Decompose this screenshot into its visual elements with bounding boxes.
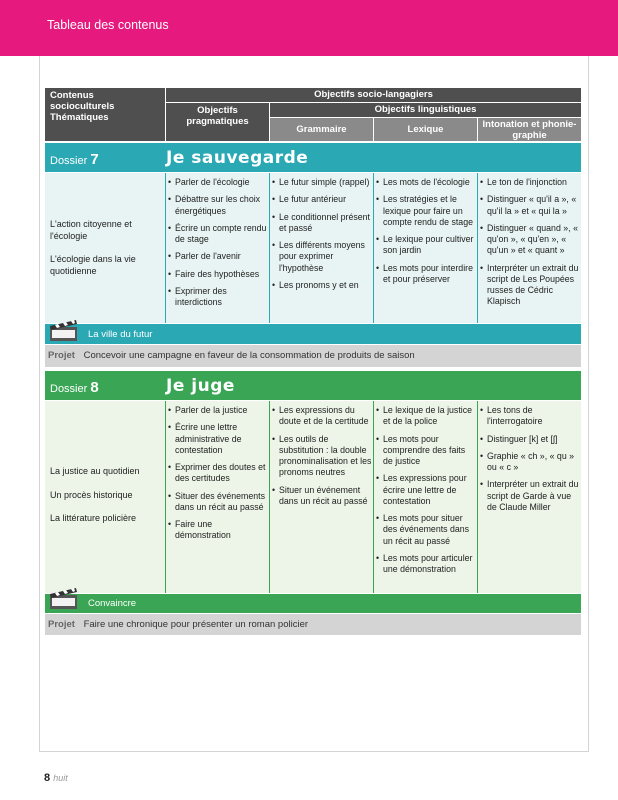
- list-item: • Le lexique de la justice et de la police: [376, 405, 476, 428]
- list-item: • Distinguer « quand », « qu'on », « qu'en », « qu'un » et « quant »: [480, 223, 579, 257]
- dossier8-label: Dossier 8: [50, 379, 99, 396]
- dossier8-pragmatiques: [168, 405, 268, 548]
- header-pragmatiques: Objectifs pragmatiques: [186, 105, 249, 127]
- list-item: • Parler de l'avenir: [168, 251, 268, 262]
- list-item: • Exprimer des doutes et des certitudes: [168, 462, 268, 485]
- projet-text: Faire une chronique pour présenter un roman policier: [83, 619, 309, 630]
- divider: [269, 401, 270, 593]
- list-item: • Faire des hypothèses: [168, 269, 268, 280]
- clapperboard-icon: [49, 318, 79, 340]
- list-item: • Graphie « ch », « qu » ou « c »: [480, 451, 579, 474]
- list-item: • Situer un événement dans un récit au passé: [272, 485, 372, 508]
- list-item: • Le ton de l'injonction: [480, 177, 579, 188]
- list-item: • Interpréter un extrait du script de Garde à vue de Claude Miller: [480, 479, 579, 513]
- list-item: • Le futur simple (rappel): [272, 177, 372, 188]
- page-title: Tableau des contenus: [47, 18, 169, 32]
- list-item: • Les mots de l'écologie: [376, 177, 476, 188]
- list-item: • Interpréter un extrait du script de Les Poupées russes de Cédric Klapisch: [480, 263, 579, 308]
- header-col1: Contenus socioculturels Thématiques: [50, 90, 115, 123]
- theme-item: L'écologie dans la vie quotidienne: [50, 254, 136, 276]
- dossier7-intonation: [480, 177, 579, 314]
- divider: [269, 173, 270, 323]
- clapperboard-icon: [49, 586, 79, 608]
- list-item: • Parler de l'écologie: [168, 177, 268, 188]
- divider: [373, 401, 374, 593]
- dossier7-lexique: [376, 177, 476, 291]
- header-intonation: Intonation et phonie-graphie: [482, 119, 577, 141]
- dossier7-number: 7: [90, 151, 99, 168]
- dossier8-film-label: Convaincre: [88, 598, 137, 609]
- theme-item: L'action citoyenne et l'écologie: [50, 219, 132, 241]
- dossier7-title-bar: [45, 143, 581, 172]
- list-item: • Les outils de substitution : la double pronominalisation et les pronoms neutres: [272, 434, 372, 479]
- header-grammaire: Grammaire: [296, 124, 347, 135]
- projet-label: Projet: [48, 350, 75, 361]
- list-item: • Écrire une lettre administrative de contestation: [168, 422, 268, 456]
- dossier8-title: Je juge: [166, 376, 235, 396]
- dossier7-themes: [50, 219, 160, 289]
- divider: [477, 401, 478, 593]
- list-item: • Les expressions pour écrire une lettre de contestation: [376, 473, 476, 507]
- page-word: huit: [53, 773, 68, 783]
- header-linguistiques: Objectifs linguistiques: [374, 104, 477, 115]
- list-item: • Le conditionnel présent et passé: [272, 212, 372, 235]
- dossier8-lexique: [376, 405, 476, 581]
- list-item: • Parler de la justice: [168, 405, 268, 416]
- dossier7-film-label: La ville du futur: [88, 329, 153, 340]
- theme-item: Un procès historique: [50, 489, 133, 500]
- header-socio: Objectifs socio-langagiers: [314, 89, 433, 100]
- list-item: • Les mots pour articuler une démonstration: [376, 553, 476, 576]
- dossier8-number: 8: [90, 379, 99, 396]
- dossier7-grammaire: [272, 177, 372, 297]
- list-item: • Les expressions du doute et de la certitude: [272, 405, 372, 428]
- dossier7-label: Dossier 7: [50, 151, 99, 168]
- divider: [477, 173, 478, 323]
- list-item: • Les pronoms y et en: [272, 280, 372, 291]
- list-item: • Les mots pour interdire et pour préserver: [376, 263, 476, 286]
- top-banner: [0, 0, 618, 56]
- dossier8-title-bar: [45, 371, 581, 400]
- list-item: • Les différents moyens pour exprimer l'hypothèse: [272, 240, 372, 274]
- projet-text: Concevoir une campagne en faveur de la consommation de produits de saison: [83, 350, 415, 361]
- dossier8-themes: [50, 466, 160, 537]
- list-item: • Les stratégies et le lexique pour faire un compte rendu de stage: [376, 194, 476, 228]
- list-item: • Faire une démonstration: [168, 519, 268, 542]
- list-item: • Distinguer « qu'il a », « qu'il la » et « qui la »: [480, 194, 579, 217]
- list-item: • Les tons de l'interrogatoire: [480, 405, 579, 428]
- list-item: • Écrire un compte rendu de stage: [168, 223, 268, 246]
- projet-label: Projet: [48, 619, 75, 630]
- list-item: • Les mots pour situer des événements dans un récit au passé: [376, 513, 476, 547]
- list-item: • Situer des événements dans un récit au passé: [168, 491, 268, 514]
- header-lexique: Lexique: [407, 124, 444, 135]
- theme-item: La littérature policière: [50, 513, 137, 524]
- list-item: • Exprimer des interdictions: [168, 286, 268, 309]
- divider: [373, 173, 374, 323]
- dossier7-pragmatiques: [168, 177, 268, 314]
- list-item: • Distinguer [k] et [ʃ]: [480, 434, 579, 445]
- dossier7-projet: [48, 350, 578, 361]
- divider: [165, 173, 166, 323]
- page-number: 8: [44, 772, 51, 784]
- dossier8-grammaire: [272, 405, 372, 513]
- dossier7-title: Je sauvegarde: [166, 148, 309, 168]
- divider: [165, 401, 166, 593]
- list-item: • Le futur antérieur: [272, 194, 372, 205]
- theme-item: La justice au quotidien: [50, 466, 140, 476]
- list-item: • Le lexique pour cultiver son jardin: [376, 234, 476, 257]
- dossier8-projet: [48, 619, 578, 630]
- dossier8-intonation: [480, 405, 579, 519]
- list-item: • Les mots pour comprendre des faits de justice: [376, 434, 476, 468]
- list-item: • Débattre sur les choix énergétiques: [168, 194, 268, 217]
- page-footer: [44, 772, 68, 784]
